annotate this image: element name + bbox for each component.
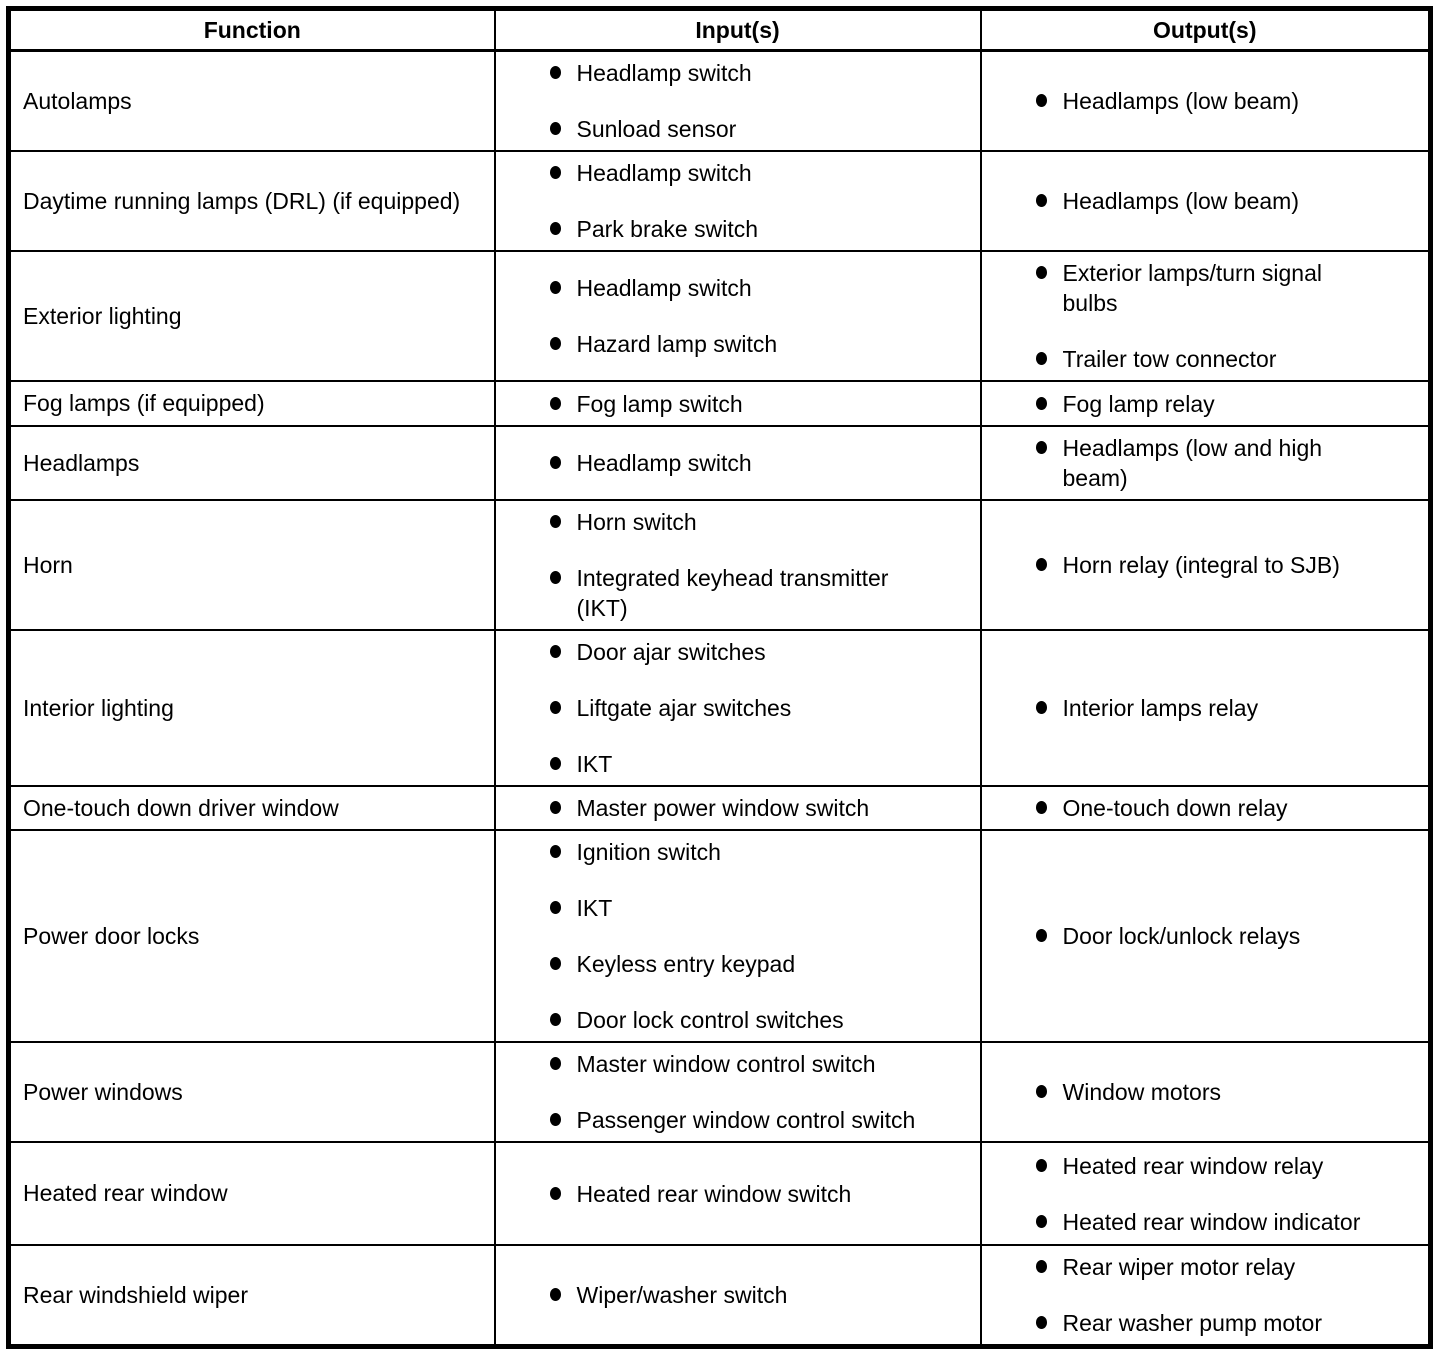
- list-item-text: Liftgate ajar switches: [576, 695, 792, 721]
- function-label: Autolamps: [23, 87, 132, 114]
- outputs-cell: [981, 786, 1431, 830]
- list-item: [496, 214, 980, 244]
- column-header-outputs: Output(s): [981, 9, 1431, 51]
- function-label: Power windows: [23, 1078, 183, 1105]
- inputs-cell: [495, 381, 981, 426]
- list-item: [496, 949, 980, 979]
- outputs-cell: [981, 151, 1431, 251]
- bullet-icon: [550, 645, 561, 658]
- list-item-text: Horn relay (integral to SJB): [1062, 552, 1340, 578]
- list-item-text: Heated rear window switch: [576, 1180, 852, 1207]
- list-item: [982, 1151, 1429, 1181]
- list-item: [982, 793, 1429, 823]
- bullet-icon: [550, 1187, 561, 1200]
- list-item: [982, 1077, 1429, 1107]
- list-item: [982, 186, 1429, 216]
- outputs-bullet-list: [982, 1145, 1429, 1243]
- outputs-bullet-list: [982, 383, 1429, 425]
- list-item-text: Exterior lamps/turn signal bulbs: [1062, 260, 1322, 316]
- list-item-text: Headlamp switch: [576, 275, 752, 301]
- list-item-text: Horn switch: [576, 509, 697, 535]
- bullet-icon: [550, 701, 561, 714]
- bullet-icon: [550, 222, 561, 235]
- bullet-icon: [550, 571, 561, 584]
- list-item: [982, 389, 1429, 419]
- outputs-cell: [981, 1142, 1431, 1245]
- list-item: [496, 837, 980, 867]
- bullet-icon: [550, 845, 561, 858]
- list-item-text: Integrated keyhead transmitter (IKT): [576, 565, 889, 621]
- list-item-text: Fog lamp switch: [576, 390, 743, 417]
- list-item: [496, 563, 980, 623]
- bullet-icon: [550, 515, 561, 528]
- list-item-text: Heated rear window indicator: [1062, 1208, 1361, 1235]
- bullet-icon: [550, 166, 561, 179]
- inputs-bullet-list: [496, 152, 980, 250]
- list-item: [496, 448, 980, 478]
- list-item-text: Headlamps (low and high beam): [1062, 435, 1323, 491]
- list-item-text: IKT: [576, 895, 613, 921]
- outputs-cell: [981, 1245, 1431, 1347]
- inputs-cell: [495, 251, 981, 381]
- outputs-cell: [981, 630, 1431, 786]
- list-item-text: Window motors: [1062, 1079, 1221, 1105]
- function-cell: [9, 786, 495, 830]
- list-item: [496, 114, 980, 144]
- bullet-icon: [550, 122, 561, 135]
- function-input-output-table: [6, 6, 1433, 1349]
- bullet-icon: [1036, 801, 1047, 814]
- inputs-cell: [495, 1142, 981, 1245]
- inputs-cell: [495, 426, 981, 500]
- function-cell: [9, 426, 495, 500]
- function-label: Headlamps: [23, 449, 140, 476]
- table-row: [9, 381, 1431, 426]
- list-item: [982, 258, 1429, 318]
- function-cell: [9, 1142, 495, 1245]
- bullet-icon: [1036, 558, 1047, 571]
- function-cell: [9, 630, 495, 786]
- list-item-text: Hazard lamp switch: [576, 331, 778, 357]
- table-row: [9, 786, 1431, 830]
- bullet-icon: [550, 901, 561, 914]
- list-item-text: Interior lamps relay: [1062, 695, 1259, 721]
- list-item-text: Headlamp switch: [576, 60, 752, 86]
- list-item-text: Headlamp switch: [576, 450, 752, 476]
- function-cell: [9, 151, 495, 251]
- list-item: [496, 58, 980, 88]
- list-item: [982, 86, 1429, 116]
- outputs-bullet-list: [982, 544, 1429, 586]
- list-item: [496, 893, 980, 923]
- list-item-text: Park brake switch: [576, 216, 759, 242]
- list-item: [496, 1005, 980, 1035]
- list-item-text: Fog lamp relay: [1062, 390, 1215, 417]
- table-row: [9, 51, 1431, 152]
- inputs-cell: [495, 1245, 981, 1347]
- bullet-icon: [550, 66, 561, 79]
- list-item-text: Rear wiper motor relay: [1062, 1254, 1296, 1280]
- function-label: Rear windshield wiper: [23, 1281, 248, 1308]
- inputs-cell: [495, 786, 981, 830]
- list-item: [496, 1179, 980, 1209]
- function-label: Power door locks: [23, 922, 200, 949]
- list-item-text: Trailer tow connector: [1062, 346, 1277, 372]
- bullet-icon: [550, 957, 561, 970]
- list-item: [496, 329, 980, 359]
- bullet-icon: [550, 397, 561, 410]
- inputs-bullet-list: [496, 267, 980, 365]
- inputs-cell: [495, 630, 981, 786]
- bullet-icon: [1036, 1316, 1047, 1329]
- outputs-cell: [981, 500, 1431, 630]
- outputs-bullet-list: [982, 180, 1429, 222]
- inputs-bullet-list: [496, 501, 980, 629]
- list-item: [496, 637, 980, 667]
- bullet-icon: [1036, 94, 1047, 107]
- inputs-bullet-list: [496, 787, 980, 829]
- table-row: [9, 830, 1431, 1042]
- column-header-inputs: Input(s): [495, 9, 981, 51]
- bullet-icon: [1036, 1085, 1047, 1098]
- function-label: Interior lighting: [23, 694, 174, 721]
- list-item: [982, 921, 1429, 951]
- function-label: Exterior lighting: [23, 302, 182, 329]
- outputs-bullet-list: [982, 687, 1429, 729]
- function-cell: [9, 381, 495, 426]
- function-label: Horn: [23, 551, 73, 578]
- bullet-icon: [1036, 1215, 1047, 1228]
- list-item-text: Wiper/washer switch: [576, 1282, 788, 1308]
- inputs-bullet-list: [496, 52, 980, 150]
- list-item-text: Door lock/unlock relays: [1062, 923, 1301, 949]
- function-cell: [9, 251, 495, 381]
- bullet-icon: [550, 456, 561, 469]
- outputs-bullet-list: [982, 1246, 1429, 1344]
- bullet-icon: [550, 757, 561, 770]
- inputs-bullet-list: [496, 383, 980, 425]
- list-item-text: Keyless entry keypad: [576, 951, 796, 977]
- inputs-bullet-list: [496, 442, 980, 484]
- list-item-text: Sunload sensor: [576, 116, 737, 142]
- function-cell: [9, 1042, 495, 1142]
- inputs-cell: [495, 1042, 981, 1142]
- outputs-cell: [981, 251, 1431, 381]
- table-row: [9, 500, 1431, 630]
- function-label: Daytime running lamps (DRL) (if equipped): [23, 187, 461, 214]
- list-item: [496, 273, 980, 303]
- bullet-icon: [1036, 701, 1047, 714]
- list-item-text: Headlamp switch: [576, 160, 752, 186]
- outputs-bullet-list: [982, 80, 1429, 122]
- list-item-text: Door ajar switches: [576, 639, 766, 665]
- outputs-cell: [981, 381, 1431, 426]
- bullet-icon: [550, 281, 561, 294]
- inputs-cell: [495, 830, 981, 1042]
- header-row: [9, 9, 1431, 51]
- outputs-cell: [981, 51, 1431, 152]
- outputs-bullet-list: [982, 252, 1429, 380]
- list-item-text: Door lock control switches: [576, 1007, 844, 1033]
- table-row: [9, 426, 1431, 500]
- list-item: [496, 1049, 980, 1079]
- outputs-bullet-list: [982, 427, 1429, 499]
- function-cell: [9, 830, 495, 1042]
- bullet-icon: [1036, 1260, 1047, 1273]
- list-item: [496, 1105, 980, 1135]
- list-item-text: Heated rear window relay: [1062, 1152, 1324, 1179]
- list-item-text: IKT: [576, 751, 613, 777]
- list-item-text: Master power window switch: [576, 795, 870, 821]
- function-label: Heated rear window: [23, 1180, 228, 1206]
- outputs-bullet-list: [982, 787, 1429, 829]
- list-item: [982, 693, 1429, 723]
- inputs-bullet-list: [496, 831, 980, 1041]
- function-cell: [9, 500, 495, 630]
- list-item: [982, 1207, 1429, 1237]
- list-item-text: One-touch down relay: [1062, 795, 1288, 821]
- list-item: [982, 1252, 1429, 1282]
- list-item: [496, 793, 980, 823]
- list-item-text: Master window control switch: [576, 1051, 876, 1077]
- list-item: [496, 507, 980, 537]
- table-header: [9, 9, 1431, 51]
- list-item: [496, 158, 980, 188]
- function-label: Fog lamps (if equipped): [23, 390, 265, 416]
- table-body: [9, 51, 1431, 1347]
- inputs-cell: [495, 51, 981, 152]
- list-item-text: Passenger window control switch: [576, 1107, 916, 1133]
- bullet-icon: [550, 1057, 561, 1070]
- function-cell: [9, 1245, 495, 1347]
- bullet-icon: [550, 1013, 561, 1026]
- bullet-icon: [1036, 929, 1047, 942]
- list-item: [982, 344, 1429, 374]
- table-row: [9, 1142, 1431, 1245]
- inputs-bullet-list: [496, 1274, 980, 1316]
- table-row: [9, 251, 1431, 381]
- function-cell: [9, 51, 495, 152]
- bullet-icon: [1036, 266, 1047, 279]
- inputs-cell: [495, 151, 981, 251]
- bullet-icon: [1036, 397, 1047, 410]
- list-item-text: Headlamps (low beam): [1062, 188, 1299, 214]
- outputs-bullet-list: [982, 1071, 1429, 1113]
- bullet-icon: [550, 337, 561, 350]
- bullet-icon: [550, 801, 561, 814]
- inputs-bullet-list: [496, 631, 980, 785]
- table-row: [9, 630, 1431, 786]
- bullet-icon: [1036, 194, 1047, 207]
- bullet-icon: [1036, 352, 1047, 365]
- bullet-icon: [1036, 441, 1047, 454]
- table-row: [9, 1042, 1431, 1142]
- list-item: [982, 550, 1429, 580]
- outputs-cell: [981, 1042, 1431, 1142]
- table-row: [9, 1245, 1431, 1347]
- list-item-text: Rear washer pump motor: [1062, 1310, 1322, 1336]
- bullet-icon: [550, 1113, 561, 1126]
- list-item: [496, 693, 980, 723]
- inputs-bullet-list: [496, 1173, 980, 1215]
- outputs-cell: [981, 830, 1431, 1042]
- list-item: [982, 433, 1429, 493]
- list-item: [496, 749, 980, 779]
- list-item-text: Headlamps (low beam): [1062, 88, 1299, 114]
- column-header-function: Function: [9, 9, 495, 51]
- outputs-cell: [981, 426, 1431, 500]
- list-item: [982, 1308, 1429, 1338]
- list-item: [496, 389, 980, 419]
- list-item-text: Ignition switch: [576, 839, 721, 865]
- bullet-icon: [1036, 1159, 1047, 1172]
- table-row: [9, 151, 1431, 251]
- inputs-bullet-list: [496, 1043, 980, 1141]
- inputs-cell: [495, 500, 981, 630]
- outputs-bullet-list: [982, 915, 1429, 957]
- list-item: [496, 1280, 980, 1310]
- bullet-icon: [550, 1288, 561, 1301]
- function-label: One-touch down driver window: [23, 794, 339, 821]
